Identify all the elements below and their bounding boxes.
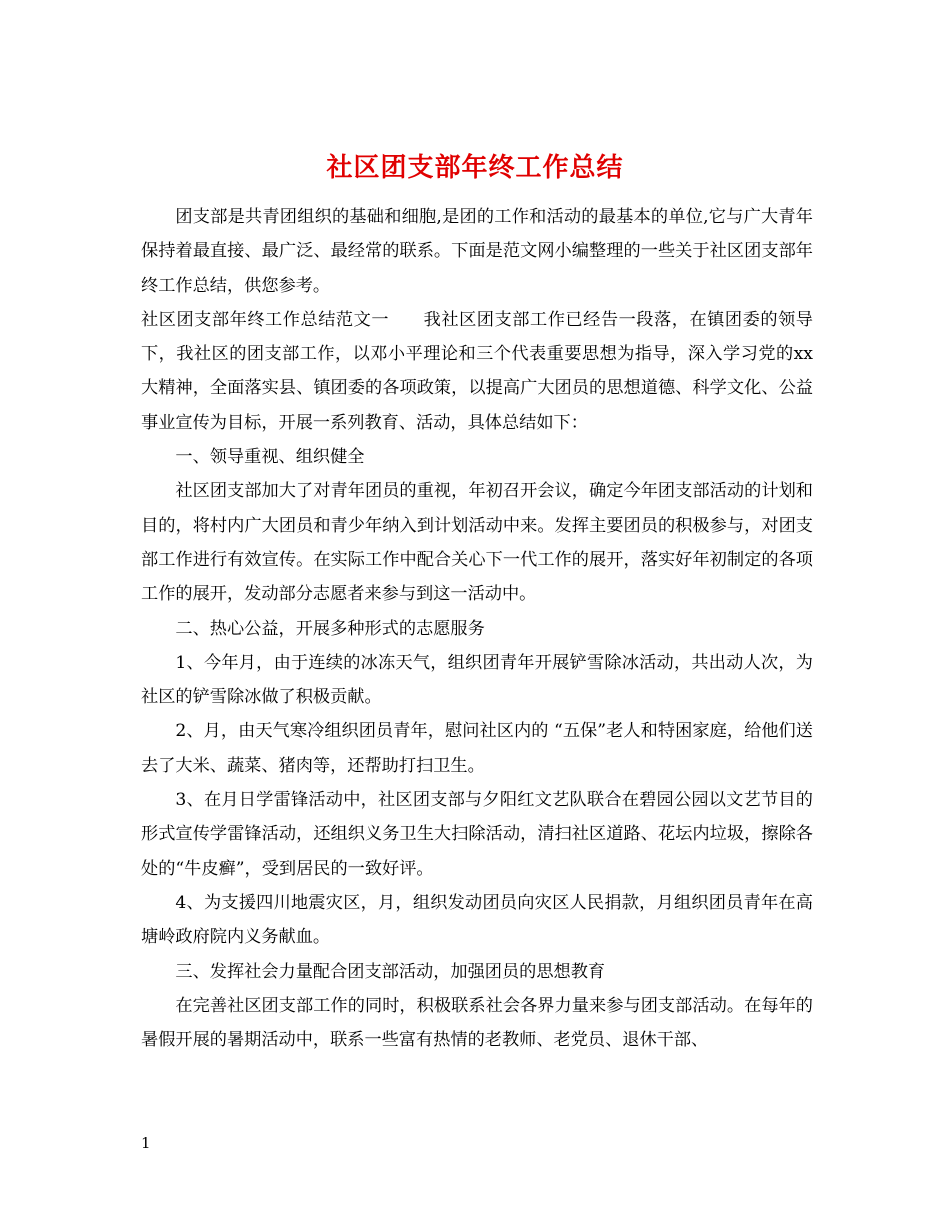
section-heading-1: 一、领导重视、组织健全 [175, 447, 365, 468]
sample-opening-text: 我社区团支部工作已经告一段落，在镇团委的领导下，我社区的团支部工作，以邓小平理论和三个代表重要思想为指导，深入学习党的xx大精神，全面落实县、镇团委的各项政策，以提高广大团员的思想道德、科学文化、公益事业宣传为目标，开展一系列教育、活动，具体总结如下： [141, 309, 813, 433]
section-body-1: 社区团支部加大了对青年团员的重视，年初召开会议，确定今年团支部活动的计划和目的，将村内广大团员和青少年纳入到计划活动中来。发挥主要团员的积极参与，对团支部工作进行有效宣传。在实际工作中配合关心下一代工作的展开，落实好年初制定的各项工作的展开，发动部分志愿者来参与到这一活动中。 [141, 481, 813, 605]
sample-paragraph [141, 303, 813, 440]
list-item-2: 2、月，由天气寒冷组织团员青年，慰问社区内的 “五保”老人和特困家庭，给他们送去了大米、蔬菜、猪肉等，还帮助打扫卫生。 [141, 721, 813, 776]
intro-paragraph: 团支部是共青团组织的基础和细胞,是团的工作和活动的最基本的单位,它与广大青年保持着最直接、最广泛、最经常的联系。下面是范文网小编整理的一些关于社区团支部年终工作总结，供您参考。 [141, 207, 813, 296]
list-item-1: 1、今年月，由于连续的冰冻天气，组织团青年开展铲雪除冰活动，共出动人次，为社区的铲雪除冰做了积极贡献。 [141, 652, 813, 708]
page-number: 1 [141, 1134, 151, 1152]
section-heading-2: 二、热心公益，开展多种形式的志愿服务 [175, 618, 485, 639]
list-item-4: 4、为支援四川地震灾区，月，组织发动团员向灾区人民捐款，月组织团员青年在高塘岭政府院内义务献血。 [141, 892, 813, 948]
section-body-3: 在完善社区团支部工作的同时，积极联系社会各界力量来参与团支部活动。在每年的暑假开展的暑期活动中，联系一些富有热情的老教师、老党员、退休干部、 [141, 995, 813, 1051]
list-item-3: 3、在月日学雷锋活动中，社区团支部与夕阳红文艺队联合在碧园公园以文艺节目的形式宣传学雷锋活动，还组织义务卫生大扫除活动，清扫社区道路、花坛内垃圾，擦除各处的“牛皮癣”，受到居民的一致好评。 [141, 790, 813, 879]
section-heading-3: 三、发挥社会力量配合团支部活动，加强团员的思想教育 [175, 961, 606, 982]
sample-label: 社区团支部年终工作总结范文一 [141, 309, 390, 330]
document-body [141, 200, 813, 1057]
document-title: 社区团支部年终工作总结 [326, 153, 624, 184]
